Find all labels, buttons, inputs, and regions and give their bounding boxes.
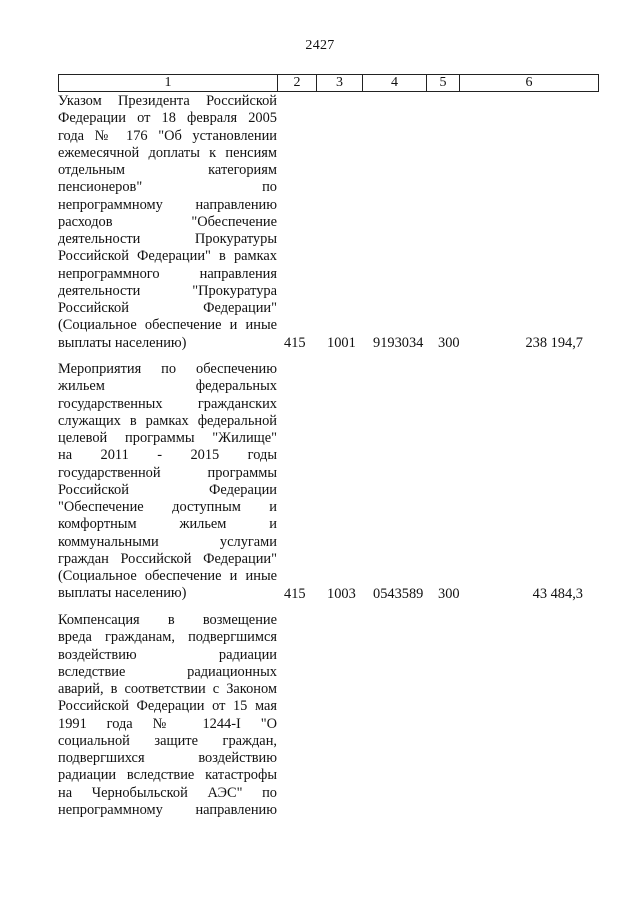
description-line: ежемесячной доплаты к пенсиям xyxy=(58,144,277,161)
description-line: граждан Российской Федерации" xyxy=(58,550,277,567)
cell-ministry-code: 415 xyxy=(284,335,306,351)
cell-section-code: 1003 xyxy=(327,586,356,602)
column-header: 3 xyxy=(317,75,363,92)
column-header: 5 xyxy=(427,75,460,92)
description-line: непрограммному направлению xyxy=(58,801,277,818)
description-line: жильем федеральных xyxy=(58,378,277,395)
description-line: аварий, в соответствии с Законом xyxy=(58,681,277,697)
description-line: коммунальными услугами xyxy=(58,533,277,550)
description-line: пенсионеров" по xyxy=(58,179,277,196)
description-line: деятельности Прокуратуры xyxy=(58,231,277,247)
cell-expense-type: 300 xyxy=(438,335,460,351)
description-line: служащих в рамках федеральной xyxy=(58,412,277,429)
cell-section-code: 1001 xyxy=(327,335,356,351)
description-line: "Обеспечение доступным и xyxy=(58,499,277,515)
page-number: 2427 xyxy=(305,38,335,53)
description-line: выплаты населению) xyxy=(58,585,187,602)
cell-expense-type: 300 xyxy=(438,586,460,602)
description-line: подвергшихся воздействию xyxy=(58,750,277,766)
column-header: 1 xyxy=(59,75,278,92)
description-line: Указом Президента Российской xyxy=(58,93,277,109)
description-line: Компенсация в возмещение xyxy=(58,612,277,628)
description-line: социальной защите граждан, xyxy=(58,732,277,749)
description-line: выплаты населению) xyxy=(58,334,187,351)
description-line: деятельности "Прокуратура xyxy=(58,282,277,299)
cell-ministry-code: 415 xyxy=(284,586,306,602)
description-line: Российской Федерации" xyxy=(58,300,277,316)
description-line: Российской Федерации xyxy=(58,481,277,498)
row-description xyxy=(58,93,277,352)
description-line: целевой программы "Жилище" xyxy=(58,430,277,446)
cell-target-code: 9193034 xyxy=(373,335,424,351)
description-line: Российской Федерации от 15 мая xyxy=(58,698,277,715)
description-line: государственной программы xyxy=(58,464,277,481)
description-line: (Социальное обеспечение и иные xyxy=(58,568,277,584)
description-line: на 2011 - 2015 годы xyxy=(58,447,277,464)
row-description xyxy=(58,612,277,819)
cell-amount: 43 484,3 xyxy=(532,586,583,602)
description-line: непрограммного направления xyxy=(58,265,277,282)
description-line: Мероприятия по обеспечению xyxy=(58,361,277,377)
description-line: отдельным категориям xyxy=(58,162,277,178)
column-header-table xyxy=(58,74,599,92)
description-line: расходов "Обеспечение xyxy=(58,213,277,230)
column-header: 4 xyxy=(363,75,427,92)
description-line: комфортным жильем и xyxy=(58,516,277,533)
column-header-row xyxy=(59,75,599,92)
description-line: воздействию радиации xyxy=(58,646,277,663)
description-line: государственных гражданских xyxy=(58,395,277,412)
description-line: Федерации от 18 февраля 2005 xyxy=(58,110,277,127)
description-line: на Чернобыльской АЭС" по xyxy=(58,784,277,801)
description-line: непрограммному направлению xyxy=(58,196,277,213)
cell-amount: 238 194,7 xyxy=(525,335,583,351)
description-line: 1991 года № 1244-I "О xyxy=(58,715,277,732)
column-header: 2 xyxy=(278,75,317,92)
description-line: года № 176 "Об установлении xyxy=(58,127,277,144)
column-header: 6 xyxy=(460,75,599,92)
description-line: радиации вследствие катастрофы xyxy=(58,767,277,784)
description-line: (Социальное обеспечение и иные xyxy=(58,317,277,334)
row-description xyxy=(58,361,277,603)
description-line: Российской Федерации" в рамках xyxy=(58,248,277,265)
description-line: вследствие радиационных xyxy=(58,663,277,680)
cell-target-code: 0543589 xyxy=(373,586,424,602)
description-line: вреда гражданам, подвергшимся xyxy=(58,629,277,646)
